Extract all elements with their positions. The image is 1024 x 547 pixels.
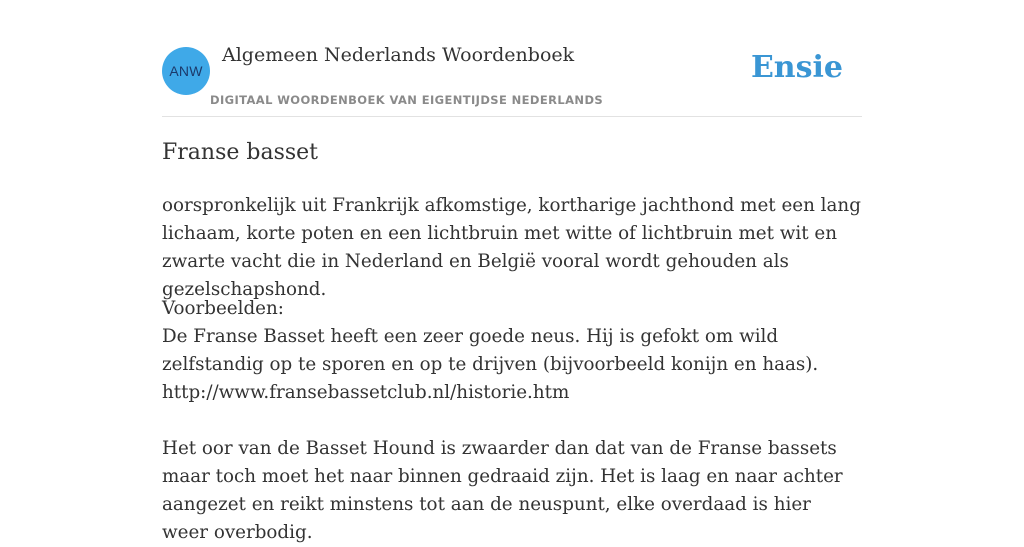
examples-label: Voorbeelden:: [162, 298, 284, 319]
example-spacer: [162, 407, 862, 435]
site-header: [162, 0, 862, 117]
site-title[interactable]: Algemeen Nederlands Woordenboek: [222, 44, 575, 66]
entry-definition: oorspronkelijk uit Frankrijk afkomstige, kortharige jachthond met een lang lichaam, korte poten en een lichtbruin met witte of lichtbruin met wit en zwarte vacht die in Nederland en België vooral wordt gehouden als gezelschapshond.: [162, 195, 861, 300]
example-source: http://www.fransebassetclub.nl/historie.htm: [162, 382, 570, 403]
page: [162, 0, 862, 543]
site-subtitle: DIGITAAL WOORDENBOEK VAN EIGENTIJDSE NEDERLANDS: [210, 93, 604, 107]
examples-section: [162, 295, 862, 547]
anw-logo[interactable]: ANW: [162, 47, 210, 95]
example-text: Het oor van de Basset Hound is zwaarder dan dat van de Franse bassets maar toch moet het naar binnen gedraaid zijn. Het is laag en naar achter aangezet en reikt minstens tot aan de neuspunt, elke overdaad is hier weer overbodig.: [162, 438, 843, 543]
entry-title: Franse basset: [162, 140, 319, 165]
ensie-logo[interactable]: Ensie: [750, 50, 843, 85]
example-text: De Franse Basset heeft een zeer goede neus. Hij is gefokt om wild zelfstandig op te sporen en op te drijven (bijvoorbeeld konijn en haas).: [162, 326, 819, 375]
